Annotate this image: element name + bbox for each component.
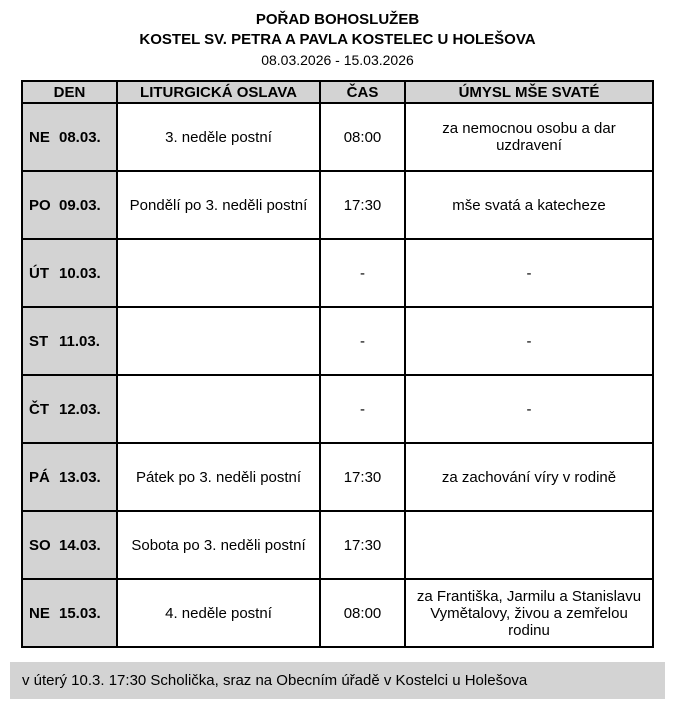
column-header-umysl: ÚMYSL MŠE SVATÉ (405, 81, 653, 103)
celebration-cell: Sobota po 3. neděli postní (117, 511, 320, 579)
day-cell (22, 579, 117, 647)
schedule-table-head (22, 81, 653, 103)
day-date: 10.03. (59, 264, 101, 282)
table-row (22, 443, 653, 511)
time-cell: 17:30 (320, 443, 405, 511)
table-row (22, 103, 653, 171)
day-cell (22, 375, 117, 443)
time-cell: - (320, 307, 405, 375)
celebration-cell: 4. neděle postní (117, 579, 320, 647)
day-abbreviation: SO (29, 536, 51, 554)
intention-cell: mše svatá a katecheze (405, 171, 653, 239)
day-abbreviation: ST (29, 332, 49, 350)
day-cell (22, 239, 117, 307)
table-row (22, 239, 653, 307)
schedule-body (22, 103, 653, 647)
intention-cell: za nemocnou osobu a dar uzdravení (405, 103, 653, 171)
day-date: 15.03. (59, 604, 101, 622)
day-abbreviation: ÚT (29, 264, 49, 282)
day-abbreviation: NE (29, 128, 50, 146)
day-cell (22, 307, 117, 375)
column-header-cas: ČAS (320, 81, 405, 103)
intention-cell: - (405, 375, 653, 443)
time-cell: 08:00 (320, 579, 405, 647)
celebration-cell (117, 375, 320, 443)
day-date: 13.03. (59, 468, 101, 486)
table-header-row (22, 81, 653, 103)
day-cell (22, 443, 117, 511)
time-cell: 17:30 (320, 511, 405, 579)
column-header-oslava: LITURGICKÁ OSLAVA (117, 81, 320, 103)
day-date: 11.03. (59, 332, 100, 350)
table-row (22, 375, 653, 443)
day-date: 09.03. (59, 196, 101, 214)
document-title: POŘAD BOHOSLUŽEB (255, 11, 420, 28)
intention-cell: - (405, 307, 653, 375)
day-date: 12.03. (59, 400, 101, 418)
table-row (22, 511, 653, 579)
celebration-cell: Pondělí po 3. neděli postní (117, 171, 320, 239)
day-date: 08.03. (59, 128, 101, 146)
intention-cell: za zachování víry v rodině (405, 443, 653, 511)
day-date: 14.03. (59, 536, 101, 554)
intention-cell: za Františka, Jarmilu a Stanislavu Vymětalovy, živou a zemřelou rodinu (405, 579, 653, 647)
document-subtitle: KOSTEL SV. PETRA A PAVLA KOSTELEC U HOLEŠOVA (139, 31, 536, 48)
time-cell: - (320, 239, 405, 307)
day-cell (22, 103, 117, 171)
celebration-cell (117, 239, 320, 307)
time-cell: 08:00 (320, 103, 405, 171)
intention-cell (405, 511, 653, 579)
day-cell (22, 171, 117, 239)
time-cell: - (320, 375, 405, 443)
column-header-den: DEN (22, 81, 117, 103)
footer-note: v úterý 10.3. 17:30 Scholička, sraz na Obecním úřadě v Kostelci u Holešova (10, 662, 665, 699)
document-header (0, 0, 675, 70)
celebration-cell: Pátek po 3. neděli postní (117, 443, 320, 511)
table-row (22, 579, 653, 647)
day-cell (22, 511, 117, 579)
celebration-cell: 3. neděle postní (117, 103, 320, 171)
table-row (22, 171, 653, 239)
day-abbreviation: PÁ (29, 468, 50, 486)
date-range: 08.03.2026 - 15.03.2026 (261, 52, 414, 68)
time-cell: 17:30 (320, 171, 405, 239)
day-abbreviation: PO (29, 196, 51, 214)
celebration-cell (117, 307, 320, 375)
day-abbreviation: NE (29, 604, 50, 622)
intention-cell: - (405, 239, 653, 307)
day-abbreviation: ČT (29, 400, 49, 418)
table-row (22, 307, 653, 375)
schedule-table (21, 80, 654, 648)
